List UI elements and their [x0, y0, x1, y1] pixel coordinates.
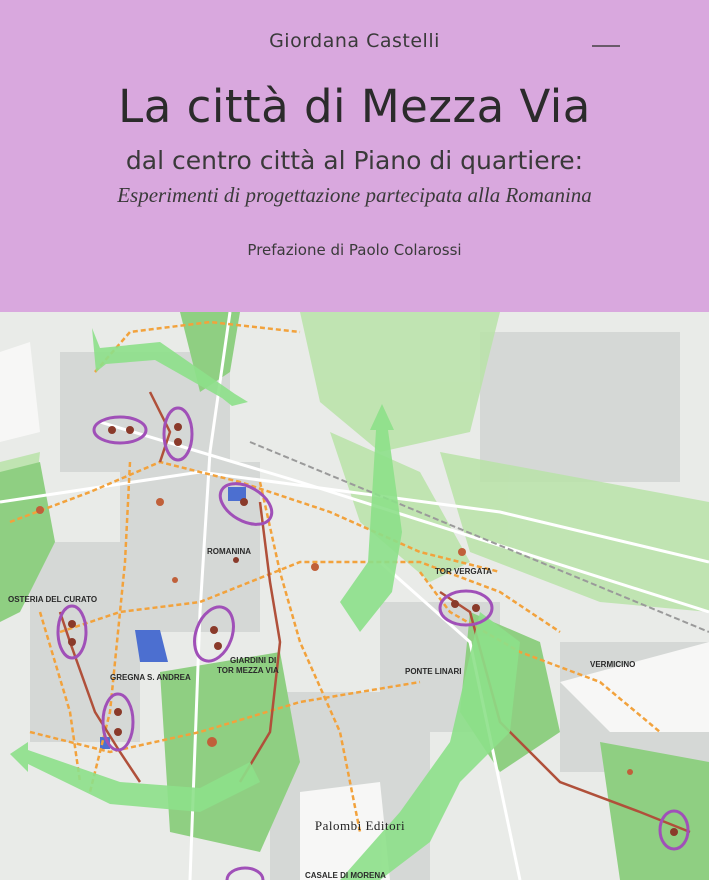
book-subtitle: dal centro città al Piano di quartiere:	[125, 146, 584, 175]
cover-header	[0, 0, 709, 312]
label-osteria-del-curato: OSTERIA DEL CURATO	[8, 595, 98, 604]
label-casale: CASALE DI MORENA	[305, 871, 386, 880]
label-ponte-linari: PONTE LINARI	[405, 667, 462, 676]
print-speck	[592, 45, 620, 47]
label-giardini-2: TOR MEZZA VIA	[217, 666, 279, 675]
book-subtitle-italic: Esperimenti di progettazione partecipata alla Romanina	[117, 183, 592, 207]
label-vermicino: VERMICINO	[590, 660, 636, 669]
preface-credit: Prefazione di Paolo Colarossi	[247, 241, 462, 259]
label-gregna: GREGNA S. ANDREA	[110, 673, 191, 682]
label-romanina: ROMANINA	[207, 547, 251, 556]
urban-plan-map	[0, 312, 709, 880]
label-giardini-1: GIARDINI DI	[230, 656, 277, 665]
publisher-name: Palombi Editori	[314, 818, 406, 833]
book-title: La città di Mezza Via	[118, 80, 591, 133]
label-tor-vergata: TOR VERGATA	[435, 567, 492, 576]
author-name: Giordana Castelli	[269, 30, 440, 52]
